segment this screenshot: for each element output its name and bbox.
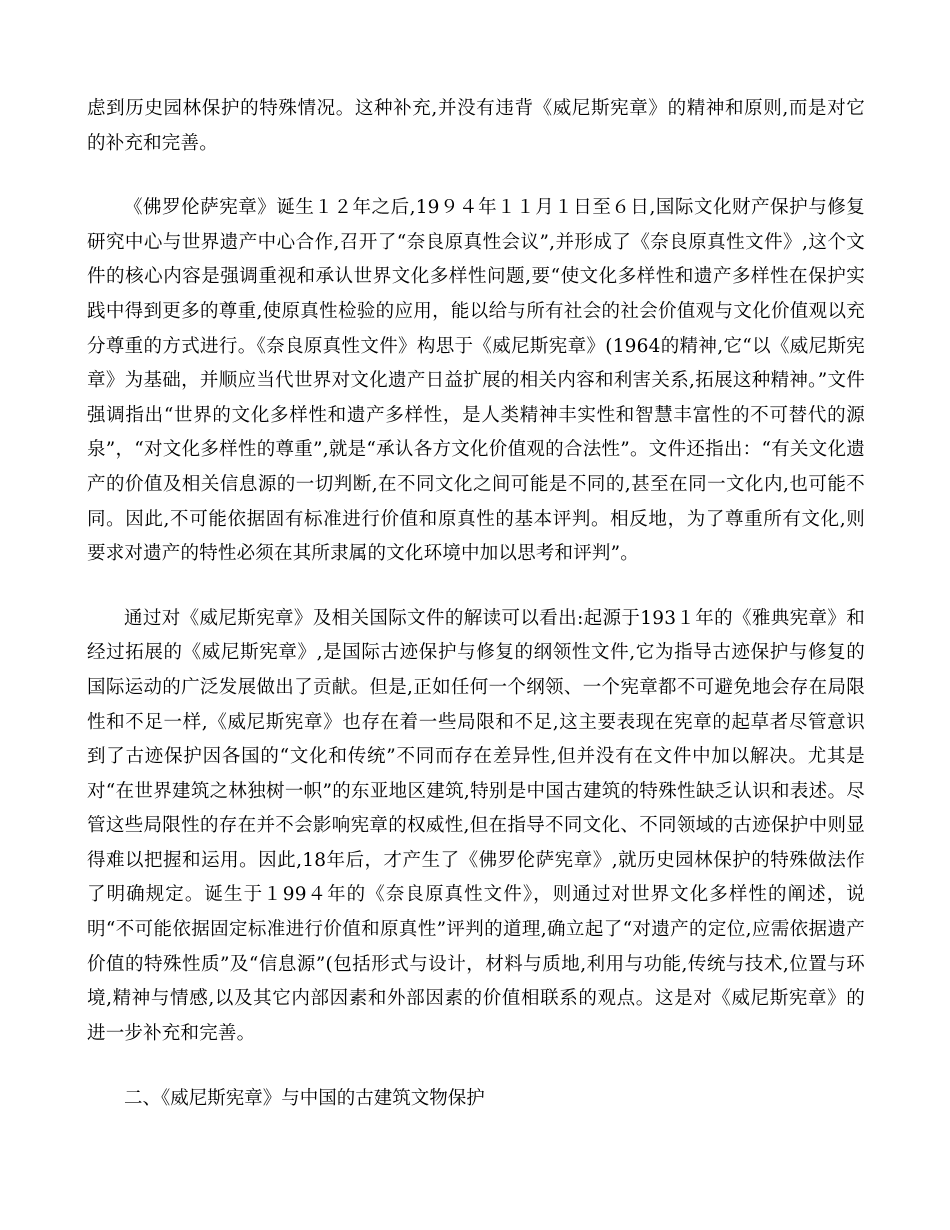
paragraph-venice-charter-analysis: 通过对《威尼斯宪章》及相关国际文件的解读可以看出:起源于193１年的《雅典宪章》和经过拓展的《威尼斯宪章》,是国际古迹保护与修复的纲领性文件,它为指导古迹保护与修复的国际运动的广泛发展做出了贡献。但是,正如任何一个纲领、一个宪章都不可避免地会存在局限性和不足一样,《威尼斯宪章》也存在着一些局限和不足,这主要表现在宪章的起草者尽管意识到了古迹保护因各国的“文化和传统”不同而存在差异性,但并没有在文件中加以解决。尤其是对“在世界建筑之林独树一帜”的东亚地区建筑,特别是中国古建筑的特殊性缺乏认识和表述。尽管这些局限性的存在并不会影响宪章的权威性,但在指导不同文化、不同领域的古迹保护中则显得难以把握和运用。因此,18年后，才产生了《佛罗伦萨宪章》,就历史园林保护的特殊做法作了明确规定。诞生于１99４年的《奈良原真性文件》，则通过对世界文化多样性的阐述，说明“不可能依据固定标准进行价值和原真性”评判的道理,确立起了“对遗产的定位,应需依据遗产价值的特殊性质”及“信息源”(包括形式与设计，材料与质地,利用与功能,传统与技术,位置与环境,精神与情感,以及其它内部因素和外部因素的价值相联系的观点。这是对《威尼斯宪章》的进一步补充和完善。 bbox=[87, 607, 865, 1044]
section-heading: 二、《威尼斯宪章》与中国的古建筑文物保护 bbox=[124, 1088, 485, 1110]
paragraph-nara-document: 《佛罗伦萨宪章》诞生１２年之后,19９４年１１月１日至６日,国际文化财产保护与修复研究中心与世界遗产中心合作,召开了“奈良原真性会议”,并形成了《奈良原真性文件》,这个文件的核心内容是强调重视和承认世界文化多样性问题,要“使文化多样性和遗产多样性在保护实践中得到更多的尊重,使原真性检验的应用，能以给与所有社会的社会价值观与文化价值观以充分尊重的方式进行。《奈良原真性文件》构思于《威尼斯宪章》(1964的精神,它“以《威尼斯宪章》为基础，并顺应当代世界对文化遗产日益扩展的相关内容和利害关系,拓展这种精神。”文件强调指出“世界的文化多样性和遗产多样性，是人类精神丰实性和智慧丰富性的不可替代的源泉”，“对文化多样性的尊重”,就是“承认各方文化价值观的合法性”。文件还指出：“有关文化遗产的价值及相关信息源的一切判断,在不同文化之间可能是不同的,甚至在同一文化内,也可能不同。因此,不可能依据固有标准进行价值和原真性的基本评判。相反地，为了尊重所有文化,则要求对遗产的特性必须在其所隶属的文化环境中加以思考和评判”。 bbox=[87, 197, 865, 565]
paragraph-continuation: 虑到历史园林保护的特殊情况。这种补充,并没有违背《威尼斯宪章》的精神和原则,而是对它的补充和完善。 bbox=[87, 98, 865, 154]
